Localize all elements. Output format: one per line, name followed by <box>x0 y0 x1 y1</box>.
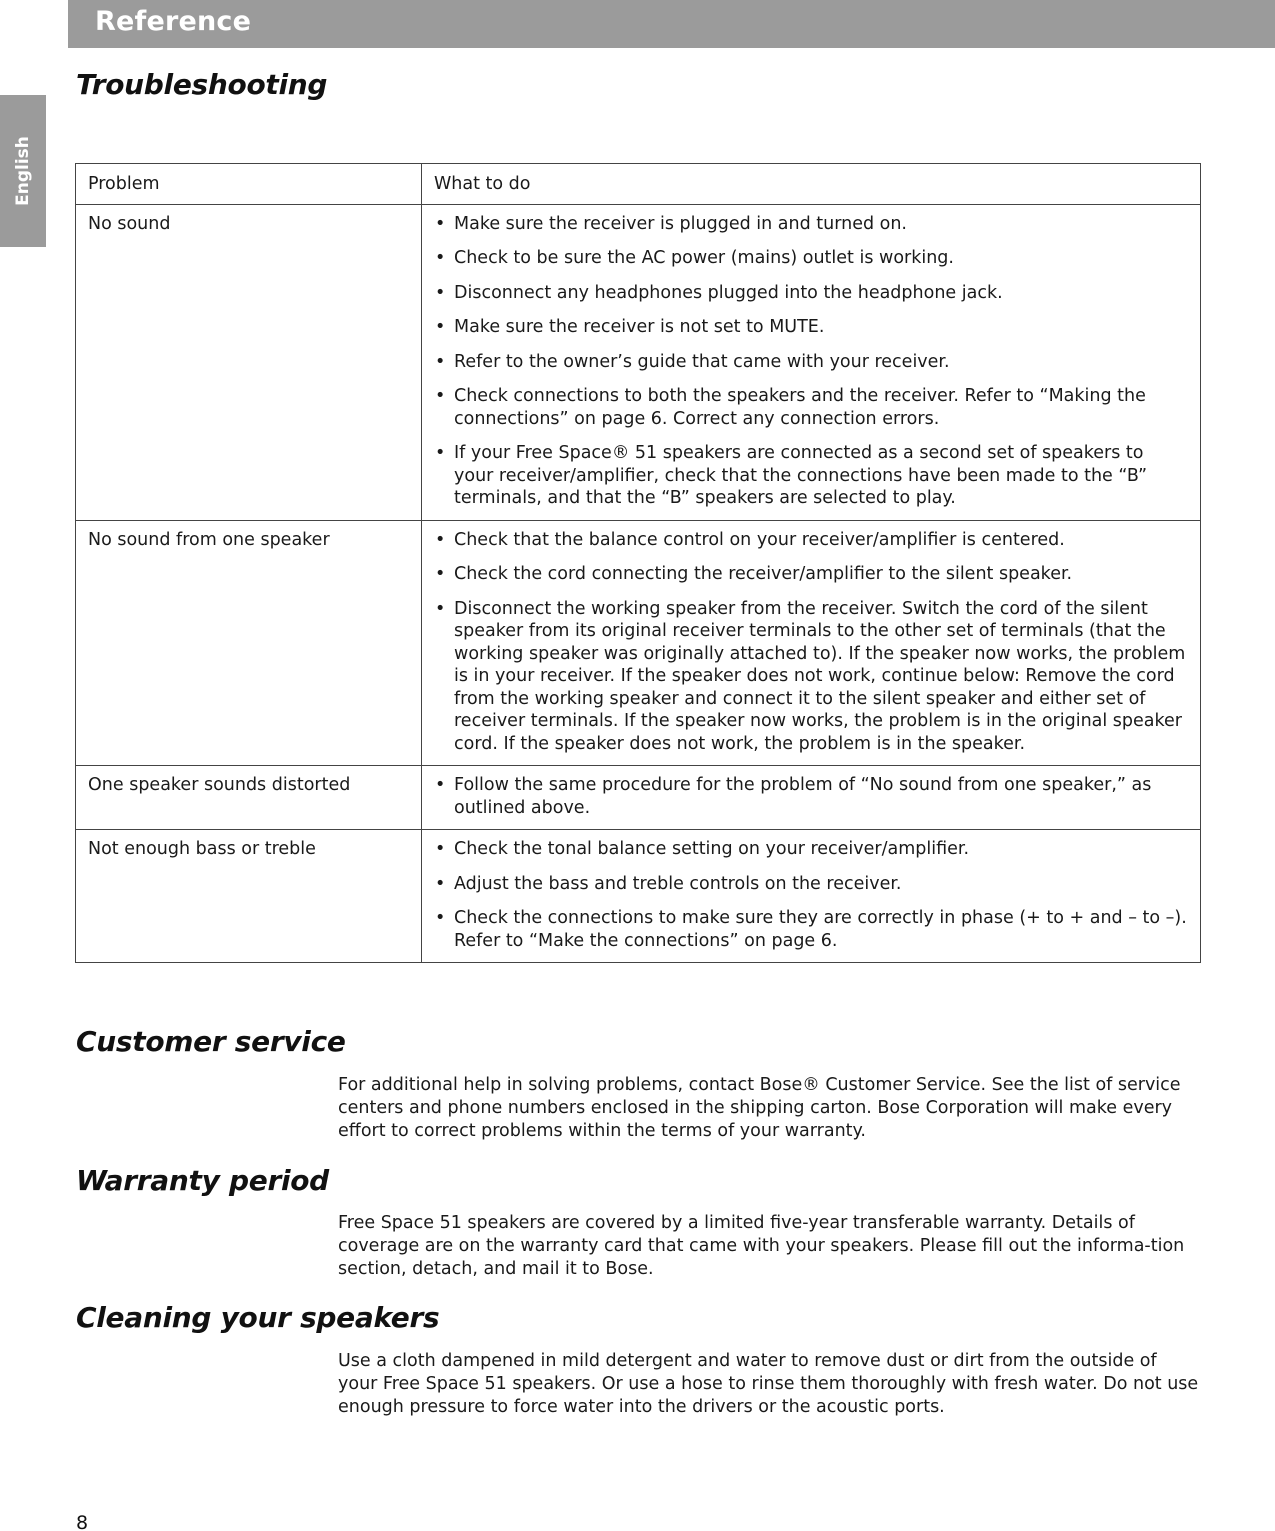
action-item: • Check to be sure the AC power (mains) outlet is working. <box>434 247 1188 270</box>
header-bar <box>68 0 1275 48</box>
actions-cell <box>422 520 1201 766</box>
action-list <box>434 529 1188 756</box>
action-list <box>434 213 1188 510</box>
action-item: • Adjust the bass and treble controls on the receiver. <box>434 873 1188 896</box>
action-list <box>434 774 1188 819</box>
warranty-title: Warranty period <box>76 1164 329 1197</box>
action-item: • If your Free Space® 51 speakers are connected as a second set of speakers to your receiver/amplifier, check that the connections have been made to the “B” terminals, and that the “B” speakers are selected to play. <box>434 442 1188 510</box>
problem-cell: No sound from one speaker <box>76 520 422 766</box>
problem-cell: Not enough bass or treble <box>76 830 422 963</box>
actions-cell <box>422 830 1201 963</box>
action-item: • Check the cord connecting the receiver/amplifier to the silent speaker. <box>434 563 1188 586</box>
problem-cell: One speaker sounds distorted <box>76 766 422 830</box>
table-row <box>76 830 1201 963</box>
column-header-what-to-do: What to do <box>422 164 1201 205</box>
table-header-row <box>76 164 1201 205</box>
cleaning-text: Use a cloth dampened in mild detergent and water to remove dust or dirt from the outside of your Free Space 51 speakers. Or use a hose to rinse them thoroughly with fresh water. Do not use enough pressure to force water into the drivers or the acoustic ports. <box>338 1351 1199 1417</box>
cleaning-title: Cleaning your speakers <box>76 1301 440 1334</box>
language-tab-label: English <box>13 136 33 206</box>
problem-cell: No sound <box>76 204 422 520</box>
action-item: • Refer to the owner’s guide that came with your receiver. <box>434 351 1188 374</box>
column-header-problem: Problem <box>76 164 422 205</box>
action-item: • Check connections to both the speakers and the receiver. Refer to “Making the connections” on page 6. Correct any connection errors. <box>434 385 1188 430</box>
action-item: • Follow the same procedure for the problem of “No sound from one speaker,” as outlined above. <box>434 774 1188 819</box>
action-item: • Check the connections to make sure they are correctly in phase (+ to + and – to –). Refer to “Make the connections” on page 6. <box>434 907 1188 952</box>
actions-cell <box>422 204 1201 520</box>
action-item: • Check the tonal balance setting on your receiver/amplifier. <box>434 838 1188 861</box>
troubleshooting-title: Troubleshooting <box>76 68 328 101</box>
table-row <box>76 204 1201 520</box>
action-item: • Disconnect any headphones plugged into the headphone jack. <box>434 282 1188 305</box>
header-title: Reference <box>95 6 252 37</box>
action-item: • Disconnect the working speaker from the receiver. Switch the cord of the silent speaker from its original receiver terminals to the other set of terminals (that the working speaker was originally attached to). If the speaker now works, the problem is in your receiver. If the speaker does not work, continue below: Remove the cord from the working speaker and connect it to the silent speaker and either set of receiver terminals. If the speaker now works, the problem is in the original speaker cord. If the speaker does not work, the problem is in the speaker. <box>434 598 1188 756</box>
customer-service-text: For additional help in solving problems, contact Bose® Customer Service. See the list of service centers and phone numbers enclosed in the shipping carton. Bose Corporation will make every effort to correct problems within the terms of your warranty. <box>338 1075 1181 1141</box>
table-row <box>76 520 1201 766</box>
action-list <box>434 838 1188 952</box>
warranty-text: Free Space 51 speakers are covered by a limited five-year transferable warranty. Details of coverage are on the warranty card that came with your speakers. Please fill out the informa-tion section, detach, and mail it to Bose. <box>338 1213 1185 1279</box>
table-row <box>76 766 1201 830</box>
troubleshooting-table <box>75 163 1201 963</box>
action-item: • Make sure the receiver is plugged in and turned on. <box>434 213 1188 236</box>
customer-service-title: Customer service <box>76 1025 346 1058</box>
action-item: • Make sure the receiver is not set to MUTE. <box>434 316 1188 339</box>
actions-cell <box>422 766 1201 830</box>
action-item: • Check that the balance control on your receiver/amplifier is centered. <box>434 529 1188 552</box>
language-tab <box>0 95 46 247</box>
page-number: 8 <box>76 1512 89 1531</box>
